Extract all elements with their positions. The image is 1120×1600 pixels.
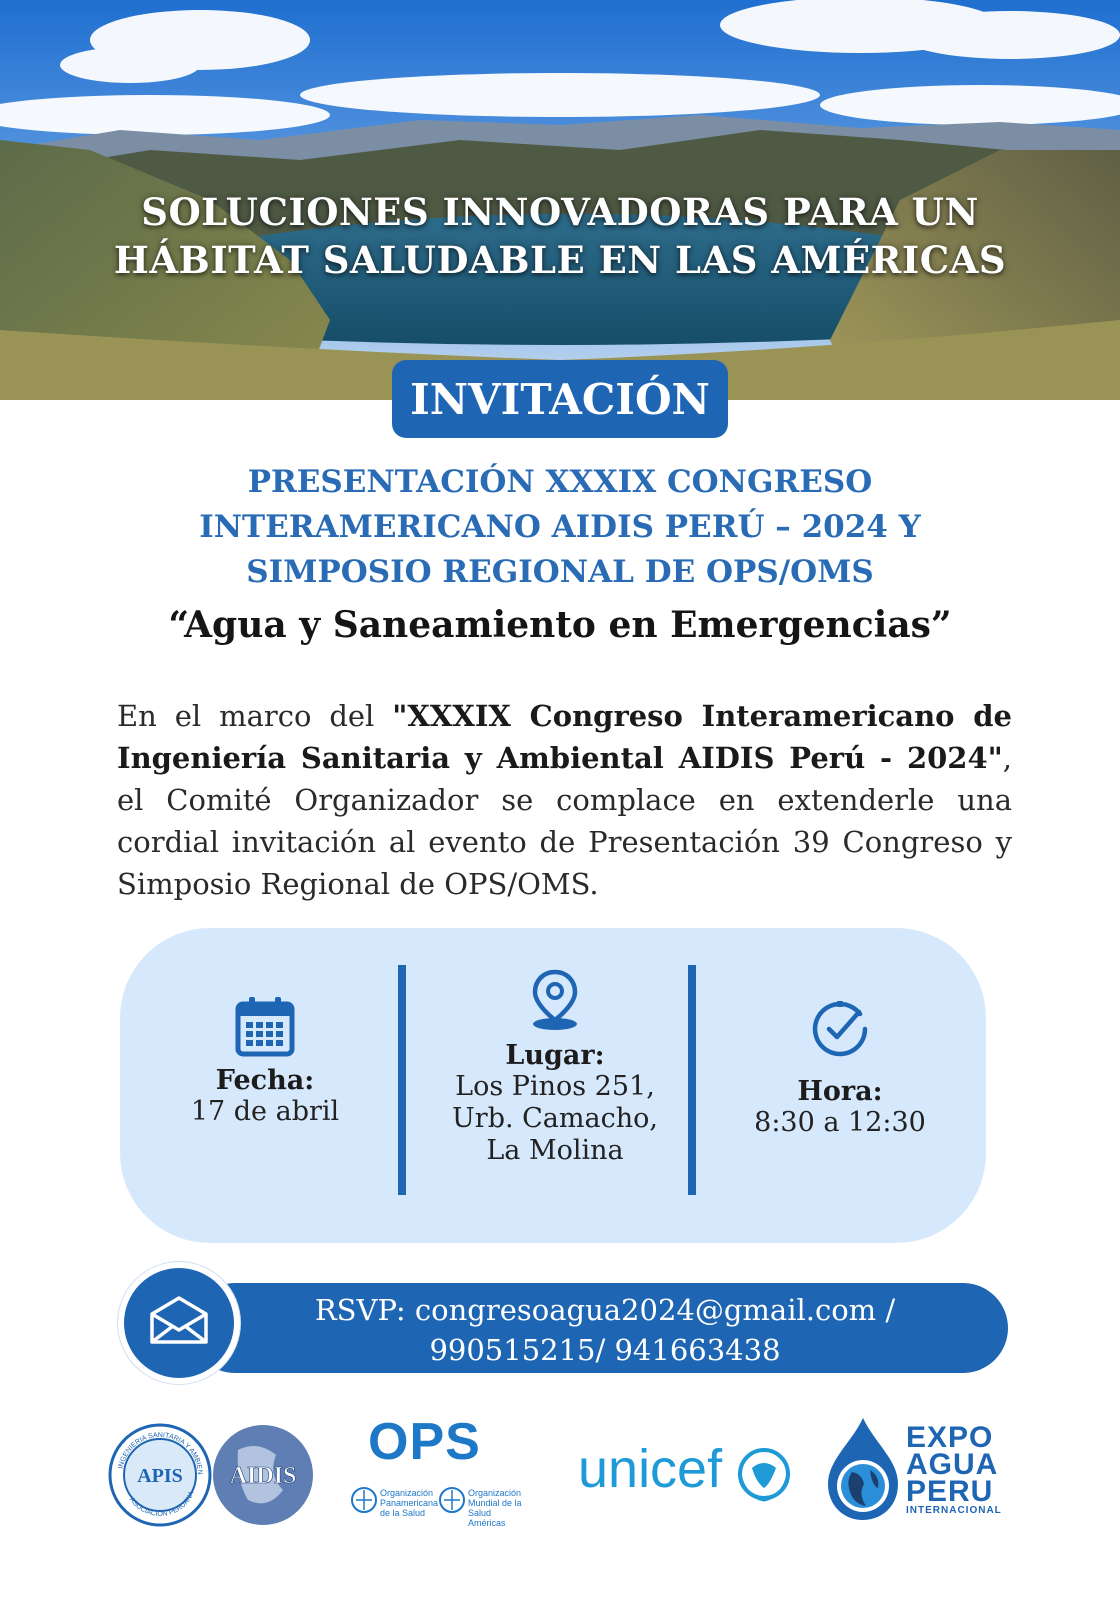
ops-org2: Organización Mundial de la Salud Américas xyxy=(468,1488,522,1528)
expo-agua-peru-logo xyxy=(822,1414,1012,1534)
hero-title xyxy=(0,188,1120,284)
rsvp-email[interactable]: RSVP: congresoagua2024@gmail.com / xyxy=(314,1293,896,1327)
sponsor-logos xyxy=(0,1413,1120,1550)
place-label: Lugar: xyxy=(505,1040,605,1071)
envelope-icon xyxy=(148,1294,210,1346)
place-line2: Urb. Camacho, xyxy=(452,1103,658,1134)
hero-title-line1: SOLUCIONES INNOVADORAS PARA UN xyxy=(141,190,979,234)
place-line3: La Molina xyxy=(486,1135,624,1166)
paragraph-congress-name: "XXXIX Congreso Interamericano de Ingeniería Sanitaria y Ambiental AIDIS Perú - 2024" xyxy=(117,699,1012,775)
expo-wordmark: EXPO AGUA PERU INTERNACIONAL xyxy=(906,1421,1002,1516)
ops-wordmark: OPS xyxy=(368,1413,481,1471)
rsvp-mail-badge xyxy=(118,1262,240,1384)
water-drop-globe-icon xyxy=(822,1414,904,1524)
event-title-line3: SIMPOSIO REGIONAL DE OPS/OMS xyxy=(246,554,874,590)
aidis-text: AIDIS xyxy=(229,1463,297,1489)
apis-aidis-logo xyxy=(108,1420,318,1530)
info-divider xyxy=(688,965,696,1195)
unicef-wordmark: unicef xyxy=(578,1439,723,1499)
place-block xyxy=(430,968,680,1167)
date-value: 17 de abril xyxy=(190,1096,340,1127)
hero-banner xyxy=(0,0,1120,400)
paragraph-intro: En el marco del xyxy=(117,699,393,733)
ops-logo xyxy=(350,1412,540,1528)
time-label: Hora: xyxy=(797,1076,883,1107)
event-tagline: “Agua y Saneamiento en Emergencias” xyxy=(168,604,952,646)
hero-title-line2: HÁBITAT SALUDABLE EN LAS AMÉRICAS xyxy=(113,238,1007,282)
apis-ring-bottom: ASOCIACION PERUANA xyxy=(127,1490,196,1519)
invitation-paragraph xyxy=(117,695,1012,905)
apis-ring-top: INGENIERIA SANITARIA Y AMBIEN xyxy=(117,1431,204,1475)
apis-text: APIS xyxy=(137,1465,183,1487)
event-title-line2: INTERAMERICANO AIDIS PERÚ – 2024 Y xyxy=(199,509,921,545)
event-title-line1: PRESENTACIÓN XXXIX CONGRESO xyxy=(247,464,873,500)
unicef-logo xyxy=(578,1438,798,1508)
date-label: Fecha: xyxy=(215,1065,315,1096)
invitation-badge: INVITACIÓN xyxy=(392,360,728,438)
calendar-icon xyxy=(235,995,295,1057)
unicef-emblem-icon xyxy=(734,1444,794,1504)
time-block xyxy=(715,1000,965,1139)
rsvp-phones[interactable]: 990515215/ 941663438 xyxy=(429,1333,781,1367)
date-block xyxy=(150,995,380,1128)
location-pin-icon xyxy=(529,968,581,1032)
ops-org1: Organización Panamericana de la Salud xyxy=(380,1488,439,1518)
clock-check-icon xyxy=(811,1000,869,1058)
event-title xyxy=(60,460,1060,595)
info-divider xyxy=(398,965,406,1195)
rsvp-text xyxy=(235,1290,975,1370)
paragraph-rest: , el Comité Organizador se complace en extenderle una cordial invitación al evento de Presentación 39 Congreso y Simposio Regional de OPS/OMS. xyxy=(117,741,1012,901)
place-line1: Los Pinos 251, xyxy=(455,1071,655,1102)
time-value: 8:30 a 12:30 xyxy=(754,1107,926,1138)
